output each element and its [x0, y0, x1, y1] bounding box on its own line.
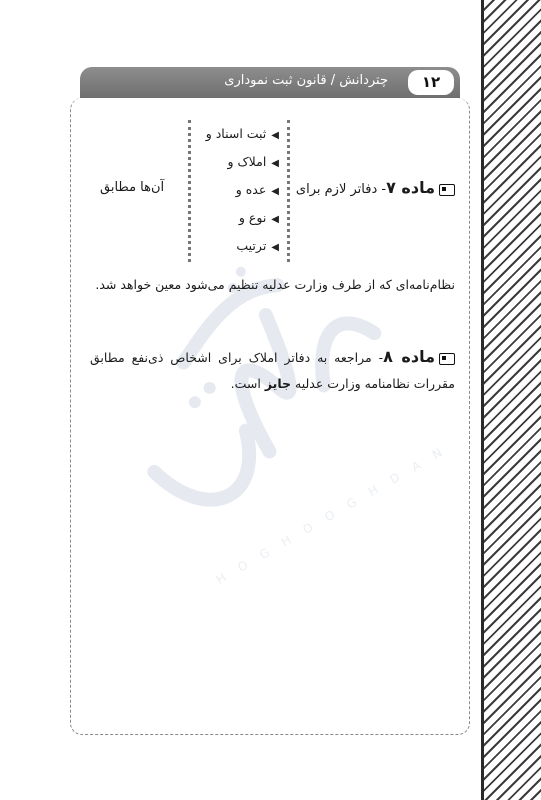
article8-text-end: است. [230, 376, 261, 391]
article7-tail: آن‌ها مطابق [100, 180, 165, 195]
decorative-stripes [481, 0, 541, 800]
list-item: ◀ثبت اسناد و [205, 126, 279, 141]
page-number: ۱۲ [408, 70, 454, 95]
header-title: چتردانش / قانون ثبت نموداری [224, 73, 388, 88]
article7-label: ماده ۷ [386, 178, 435, 197]
list-item: ◀املاک و [227, 154, 279, 169]
article8-text: - مراجعه به دفاتر املاک برای اشخاص ذی‌نفع مطابق مقررات نظامنامه وزارت عدلیه [90, 350, 455, 391]
article8-paragraph [90, 344, 455, 397]
article8-bold-word: جایز [264, 376, 292, 391]
list-item: ◀ترتیب [236, 238, 279, 253]
page-header [80, 67, 460, 98]
triangle-bullet-icon: ◀ [271, 130, 279, 141]
list-item: ◀عده و [235, 182, 279, 197]
triangle-bullet-icon: ◀ [271, 158, 279, 169]
article8-label: ماده ۸ [383, 347, 435, 366]
article-marker-icon [439, 353, 455, 365]
triangle-bullet-icon: ◀ [271, 214, 279, 225]
article7-intro: - دفاتر لازم برای [295, 182, 387, 197]
article-marker-icon [439, 184, 455, 196]
article7-items-list [188, 120, 290, 262]
triangle-bullet-icon: ◀ [271, 186, 279, 197]
svg-text:H O G H O O G H D A N: H O G H O O G H D A N [213, 442, 450, 588]
article7-heading [296, 178, 455, 197]
list-item: ◀نوع و [238, 210, 279, 225]
triangle-bullet-icon: ◀ [271, 242, 279, 253]
article7-continuation: نظام‌نامه‌ای که از طرف وزارت عدلیه تنظیم می‌شود معین خواهد شد. [95, 277, 455, 292]
